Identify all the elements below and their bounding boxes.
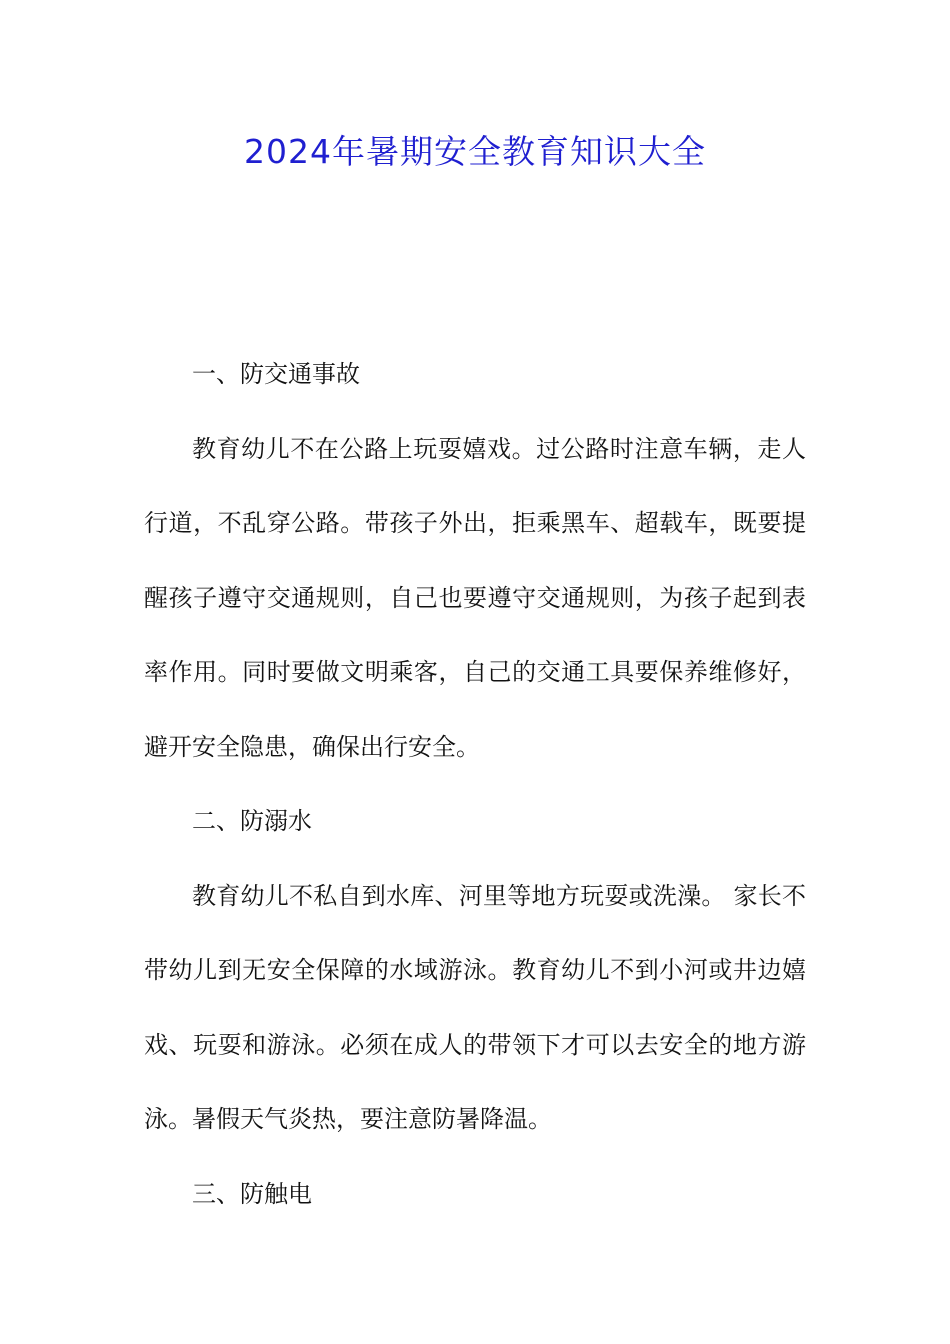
section-heading-electric-shock: 三、防触电 (192, 1179, 312, 1208)
section-paragraph-drowning: 教育幼儿不私自到水库、河里等地方玩耍或洗澡。 家长不带幼儿到无安全保障的水域游泳。教育幼儿不到小河或井边嬉戏、玩耍和游泳。必须在成人的带领下才可以去安全的地方游泳。暑假天气炎热，要注意防暑降温。 (144, 881, 806, 1133)
section-paragraph-traffic: 教育幼儿不在公路上玩耍嬉戏。过公路时注意车辆，走人行道，不乱穿公路。带孩子外出，拒乘黑车、超载车，既要提醒孩子遵守交通规则，自己也要遵守交通规则，为孩子起到表率作用。同时要做文明乘客，自己的交通工具要保养维修好，避开安全隐患，确保出行安全。 (144, 434, 806, 761)
document-body (144, 337, 806, 1231)
section-heading-traffic: 一、防交通事故 (192, 360, 360, 388)
document-title: 2024年暑期安全教育知识大全 (244, 132, 706, 171)
section-heading-drowning: 二、防溺水 (192, 807, 312, 835)
